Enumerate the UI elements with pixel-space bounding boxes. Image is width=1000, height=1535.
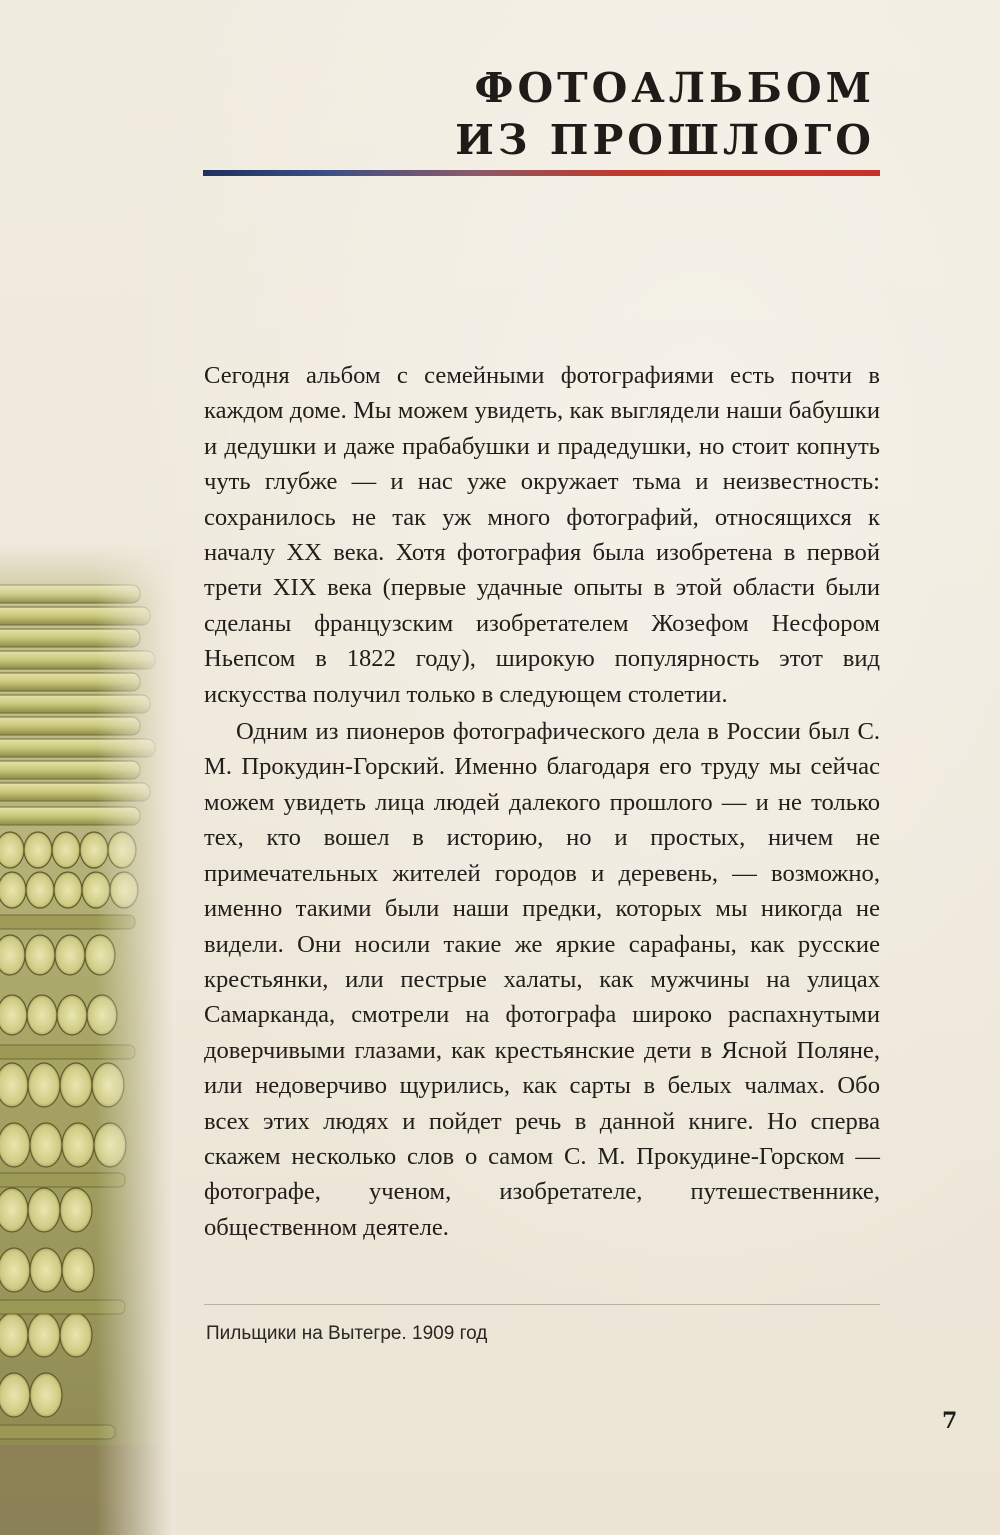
chapter-title xyxy=(455,62,875,166)
caption-divider xyxy=(204,1304,880,1305)
title-underline xyxy=(203,170,880,176)
paragraph-2: Одним из пионеров фотографического дела в России был С. М. Прокудин-Горский. Именно благодаря его труду мы сейчас можем увидеть лица людей далекого прошлого — и не только тех, кто вошел в историю, но и простых, ничем не примечательных жителей городов и деревень, — возможно, именно такими были наши предки, которых мы никогда не видели. Они носили такие же яркие сарафаны, как русские крестьянки, или пестрые халаты, как мужчины на улицах Самарканда, смотрели на фотографа широко распахнутыми доверчивыми глазами, как крестьянские дети в Ясной Поляне, или недоверчиво щурились, как сарты в белых чалмах. Обо всех этих людях и пойдет речь в данной книге. Но сперва скажем несколько слов о самом С. М. Прокудине-Горском — фотографе, ученом, изобретателе, путешественнике, общественном деятеле. xyxy=(204,718,880,1241)
photo-caption: Пильщики на Вытегре. 1909 год xyxy=(206,1323,488,1344)
log-pile-photo xyxy=(0,545,175,1535)
body-text xyxy=(204,358,880,1245)
page-number: 7 xyxy=(942,1408,958,1434)
paragraph-1: Сегодня альбом с семейными фотографиями есть почти в каждом доме. Мы можем увидеть, как выглядели наши бабушки и дедушки и даже прабабушки и прадедушки, но стоит копнуть чуть глубже — и нас уже окружает тьма и неизвестность: сохранилось не так уж много фотографий, относящихся к началу XX века. Хотя фотография была изобретена в первой трети XIX века (первые удачные опыты в этой области были сделаны французским изобретателем Жозефом Несфором Ньепсом в 1822 году), широкую популярность этот вид искусства получил только в следующем столетии. xyxy=(204,362,880,708)
chapter-title-line-2: ИЗ ПРОШЛОГО xyxy=(455,116,875,164)
chapter-title-line-1: ФОТОАЛЬБОМ xyxy=(474,64,875,112)
